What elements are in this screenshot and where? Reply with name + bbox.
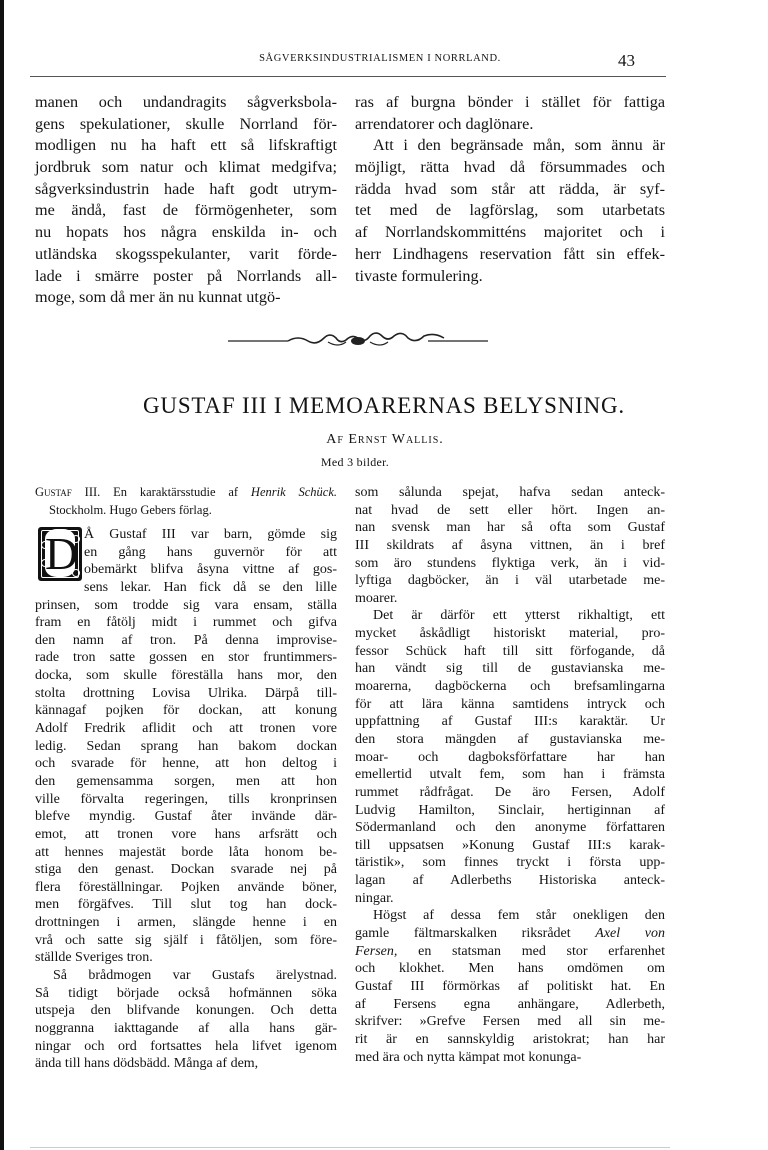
text-line: blefve myndig. Gustaf åter invände där-: [35, 809, 337, 825]
text-line: Södermanland och den anonyme författaren: [355, 820, 665, 836]
text-line: ras af burgna bönder i stället för fattiga: [355, 93, 665, 111]
text-line: herr Lindhagens reservation fått sin effek-: [355, 244, 665, 263]
article-title: GUSTAF III I MEMOARERNAS BELYSNING.: [143, 393, 625, 418]
text-line: III skildrats af åsyna vittnen, än i bref: [355, 537, 665, 553]
text-line: ville förvalta regeringen, tills kronprinsen: [35, 791, 337, 807]
text-line: den stora mängden af gustavianska me-: [355, 731, 665, 747]
citation-book-title: Gustaf III.: [35, 485, 101, 499]
text-line: Så tidigt började också hofmännen söka: [35, 985, 337, 1001]
text-line: ningar och ord fortsattes hela lifvet igenom: [35, 1038, 337, 1054]
text-line: prinsen, som trodde sig vara ensam, ställa: [35, 597, 337, 613]
running-header: SÅGVERKSINDUSTRIALISMEN I NORRLAND.: [259, 53, 501, 64]
text-line: rit är en sannskyldig aristokrat; han har: [355, 1031, 665, 1047]
text-line: till uppsatsen »Konung Gustaf III:s karak-: [355, 837, 665, 853]
text-line: arrendatorer och daglönare.: [355, 114, 534, 133]
text-line: sens lekar. Han fick då se den lille: [84, 579, 337, 595]
text-line: moarer.: [355, 590, 398, 606]
citation-publisher: Stockholm. Hugo Gebers förlag.: [49, 502, 212, 517]
scan-edge: [0, 0, 4, 1150]
text-line: Ludvig Hamilton, Sinclair, hertiginnan af: [355, 802, 665, 818]
text-line: Att i den begränsade mån, som ännu är: [373, 136, 665, 155]
citation-author: Henrik Schück.: [250, 485, 337, 499]
text-line: med ära och nytta kämpat mot konunga-: [355, 1049, 582, 1065]
text-line: jordbruk som natur och klimat medgifva;: [35, 158, 337, 177]
text-line: emot, att tronen vore hans arfsrätt och: [35, 826, 337, 842]
text-line: af Fersens egna anhängare, Adlerbeth,: [355, 996, 665, 1012]
text-line: fram en fåtölj midt i rummet och gifva: [35, 615, 337, 631]
text-line: stolta drottning Lovisa Ulrika. Därpå till-: [35, 685, 337, 701]
text-line: ända till hans dödsbädd. Många af dem,: [35, 1056, 259, 1072]
page-number: 43: [618, 51, 635, 70]
text-line: Så brådmogen var Gustafs ärelystnad.: [53, 968, 337, 984]
text-line: ledig. Sedan sprang han bakom dockan: [35, 738, 337, 754]
book-citation: [35, 484, 337, 519]
text-line: möjligt, rätta hvad då försummades och: [355, 158, 665, 177]
text-line: utländska skogsspekulanter, varit förde-: [35, 244, 337, 263]
text-line: noggranna iakttagande af alla hans gär-: [35, 1020, 337, 1036]
text-line: gamle fältmarskalken riksrådet Axel von: [355, 926, 665, 942]
text-line: den gemensamma sorgen, men att hon: [35, 773, 337, 789]
text-line: Fersen, en statsman med stor erfarenhet: [355, 943, 665, 959]
article-left-column: [35, 526, 337, 1073]
ornament-divider: [228, 330, 488, 352]
paragraph: [355, 92, 665, 135]
text-line: moge, som då mer än nu kunnat utgö-: [35, 288, 281, 307]
text-line: som äro stundens flyktiga verk, än i vid-: [355, 555, 665, 571]
text-line: uppfattning af Gustaf III:s karaktär. Ur: [355, 714, 665, 730]
text-line: stiga den genast. Dockan svarade nej på: [35, 862, 337, 878]
top-left-column: [35, 92, 337, 309]
paragraph: [355, 484, 665, 607]
text-line: moarerna, dagböckerna och brefsamlingarna: [355, 679, 665, 695]
text-line: drottningen i armen, slängde henne i en: [35, 915, 337, 931]
text-line: fessor Schück haft till sitt förfogande, då: [355, 643, 665, 659]
text-line: rädda hvad som står att rädda, är syf-: [355, 179, 665, 198]
paragraph: [355, 607, 665, 907]
text-line: han vändt sig till de gustavianska me-: [355, 661, 665, 677]
article-author: Af Ernst Wallis.: [326, 432, 444, 447]
text-line: den namn af tron. På denna improvise-: [35, 632, 337, 648]
paragraph: [35, 967, 337, 1073]
paragraph: [355, 907, 665, 1066]
text-line: nan svensk man har så ofta som Gustaf: [355, 520, 665, 536]
text-line: för att lära känna samtidens intryck och: [355, 696, 665, 712]
text-line: täristik», som finnes tryckt i första upp-: [355, 855, 665, 871]
text-line: ställde Sveriges tron.: [35, 950, 153, 966]
text-line: ningar.: [355, 890, 394, 906]
article-right-column: [355, 484, 665, 1066]
text-line: flera föreställningar. Pojken använde böner,: [35, 879, 337, 895]
text-line: lyftiga dagböcker, än i väl utarbetade me-: [355, 573, 665, 589]
drop-cap-letter: D: [45, 528, 79, 579]
text-line: sågverksindustrin hade haft godt utrym-: [35, 179, 337, 198]
paragraph: [35, 92, 337, 309]
text-line: moar- och dagboksförfattare har han: [355, 749, 665, 765]
text-line: Högst af dessa fem står onekligen den: [373, 908, 665, 924]
text-line: mycket åskådligt historiskt material, pro-: [355, 626, 665, 642]
text-line: me ändå, fast de förmögenheter, som: [35, 201, 337, 220]
text-line: en gång hans guvernör för att: [84, 544, 337, 560]
page-bottom-edge: [30, 1147, 670, 1148]
top-right-column: [355, 92, 665, 287]
pictures-note: Med 3 bilder.: [320, 455, 390, 469]
text-line: vrå och satte sig själf i fåtöljen, som före-: [35, 932, 337, 948]
text-line: Det är därför ett ytterst rikhaltigt, ett: [373, 608, 665, 624]
text-line: tet med de lagförslag, som utarbetats: [355, 201, 665, 220]
text-line: kännagaf pojken för dockan, att konung: [35, 703, 337, 719]
text-line: gens spekulationer, skulle Norrland för-: [35, 114, 337, 133]
text-line: men förgäfves. Till slut tog han dock-: [35, 897, 337, 913]
text-line: modligen nu ha haft ett så lifskraftigt: [35, 136, 337, 155]
text-line: utspeja den blifvande konungen. Och detta: [35, 1003, 337, 1019]
text-line: som sålunda spejat, hafva sedan anteck-: [355, 485, 665, 500]
text-line: Å Gustaf III var barn, gömde sig: [84, 527, 337, 542]
text-line: och klokhet. Men hans omdömen om: [355, 961, 665, 977]
text-line: obemärkt blifva åsyna vittne af gos-: [84, 562, 337, 578]
text-line: manen och undandragits sågverksbola-: [35, 93, 337, 111]
text-line: af Norrlandskommitténs majoritet och i: [355, 223, 665, 242]
text-line: lade i smärre poster på Norrlands all-: [35, 266, 337, 285]
text-line: att hennes majestät borde låta honom be-: [35, 844, 337, 860]
text-line: lagan af Adlerbeths Historiska anteck-: [355, 873, 665, 889]
text-line: emellertid utvalt fem, som han i främsta: [355, 767, 665, 783]
paragraph: [355, 135, 665, 287]
text-line: Gustaf III förmörkas af politiskt hat. En: [355, 978, 665, 994]
text-line: rummet rådfrågat. De äro Fersen, Adolf: [355, 784, 665, 800]
citation-line: [35, 484, 337, 502]
header-rule: [30, 76, 666, 77]
text-line: och svarade för henne, att hon deltog i: [35, 756, 337, 772]
text-line: nu hopats hos några enskilda in- och: [35, 223, 337, 242]
citation-subtitle: En karaktärsstudie af: [100, 485, 251, 499]
text-line: skrifver: »Grefve Fersen med all sin me-: [355, 1014, 665, 1030]
text-line: tivaste formulering.: [355, 266, 483, 285]
text-line: nat hvad de sett eller hört. Ingen an-: [355, 502, 665, 518]
text-line: rade tron satte gossen en stor fruntimmers-: [35, 650, 337, 666]
paragraph: [35, 526, 337, 967]
text-line: Adolf Fredrik aflidit och att tronen vore: [35, 721, 337, 737]
text-line: docka, som skulle föreställa hans mor, den: [35, 668, 337, 684]
